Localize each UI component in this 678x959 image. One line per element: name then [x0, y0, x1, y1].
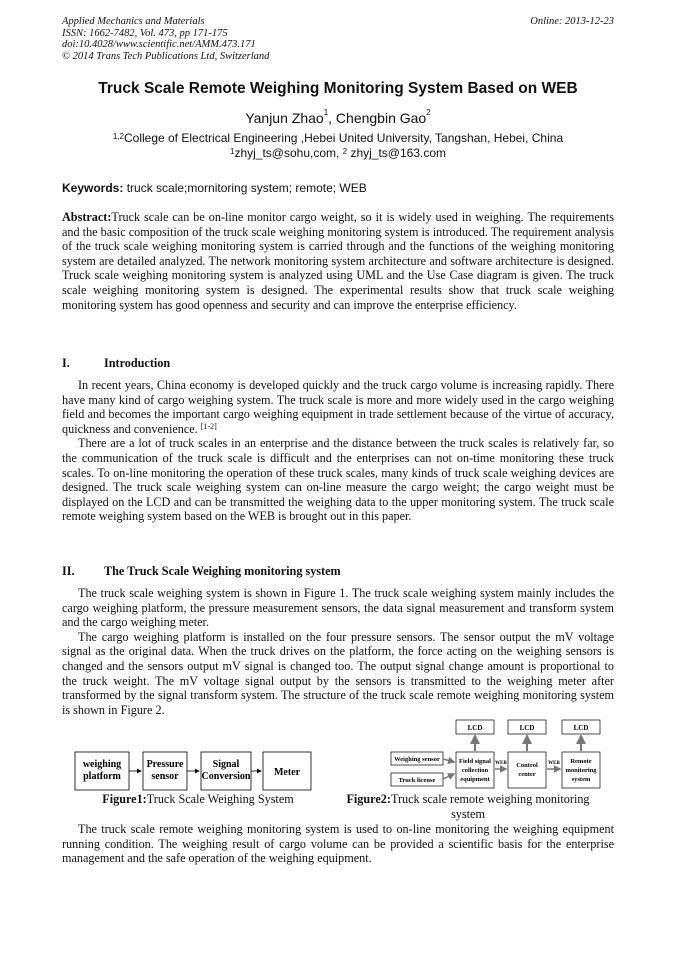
fig2-control-line-2: center: [518, 771, 536, 778]
fig1-node-3-line-2: Conversion: [201, 771, 251, 782]
fig1-node-3-line-1: Signal: [212, 759, 240, 770]
fig1-node-weighing-platform: [75, 752, 129, 790]
fig2-arrow-license: [443, 774, 454, 779]
section-2-title: The Truck Scale Weighing monitoring system: [104, 564, 341, 578]
fig2-remote-line-3: system: [571, 776, 591, 783]
section-1-number: I.: [62, 356, 70, 370]
fig2-remote-line-2: monitoring: [565, 767, 597, 774]
figure-2-caption-label: Figure2:: [346, 792, 391, 806]
section-2-paragraph-1: The truck scale weighing system is shown in Figure 1. The truck scale weighing system mainly includes the cargo weighing platform, the pressure measurement sensors, the data signal measurement and transform system and the cargo weighing meter.: [62, 586, 614, 630]
section-1-body: [62, 378, 614, 524]
fig2-web-label-2: WEB: [548, 761, 560, 766]
journal-name: Applied Mechanics and Materials: [62, 16, 205, 27]
fig2-web-label-1: WEB: [495, 761, 507, 766]
fig1-node-2-line-1: Pressure: [146, 759, 184, 770]
section-1-paragraph-2: There are a lot of truck scales in an enterprise and the distance between the truck scales is relatively far, so the communication of the truck scale is difficult and the enterprises can not on-time monitoring these truck scales. To on-line monitoring the operation of these truck scales, many kinds of truck scale weighing devices are designed. The truck scale weighing system can on-line measure the cargo weight; the cargo weight must be displayed on the LCD and can be transmitted the weighing data to the upper monitoring system. The truck scale remote weighing system based on the WEB is brought out in this paper.: [62, 436, 614, 524]
figure-1-caption-text: Truck Scale Weighing System: [146, 792, 294, 806]
author-2-sup: 2: [426, 108, 431, 117]
authors: [62, 110, 614, 126]
fig2-weighing-sensor-label: Weighing sensor: [394, 756, 440, 763]
online-date: Online: 2013-12-23: [530, 16, 614, 27]
email-1-sup: 1: [229, 147, 235, 156]
section-2-paragraph-3: The truck scale remote weighing monitoring system is used to on-line monitoring the weighing equipment running condition. The weighing result of cargo volume can be provided a scientific basis for the enterprise management and the safe operation of the weighing equipment.: [62, 822, 614, 866]
figure-2-caption: [318, 792, 618, 821]
journal-header: [62, 16, 269, 62]
section-2-body: [62, 586, 614, 717]
abstract: [62, 210, 614, 312]
affiliation: [62, 131, 614, 146]
fig2-field-line-2: collection: [461, 767, 489, 774]
fig2-lcd-1-label: LCD: [467, 724, 483, 732]
section-1-p1-text: In recent years, China economy is developed quickly and the truck cargo volume is increasing rapidly. There have many kind of cargo weighing system. The truck scale is more and more widely used in the cargo weighing field and becomes the important cargo weighing equipment in trade settlement because of the virtue of accuracy, quickness and convenience.: [62, 378, 614, 436]
email-1: zhyj_ts@sohu,com,: [234, 146, 343, 160]
figure-1-diagram: [74, 749, 314, 793]
section-1-title: Introduction: [104, 356, 171, 370]
figure-1-caption-label: Figure1:: [102, 792, 147, 806]
keywords-label: Keywords:: [62, 181, 124, 195]
fig1-node-meter: [263, 752, 311, 790]
fig1-node-signal-conversion: [201, 752, 251, 790]
fig2-field-line-1: Field signal: [459, 758, 491, 765]
figure-2-diagram: [390, 719, 610, 793]
citation: [1-2]: [200, 421, 217, 431]
section-2-heading: [62, 564, 341, 579]
fig2-arrow-sensor: [443, 759, 454, 762]
section-2-number: II.: [62, 564, 75, 578]
author-sep: ,: [328, 110, 336, 126]
fig2-lcd-2-label: LCD: [519, 724, 535, 732]
author-1-sup: 1: [323, 108, 329, 117]
figure-1-caption: [78, 792, 318, 807]
keywords-text: truck scale;mornitoring system; remote; WEB: [123, 181, 367, 195]
doi: doi:10.4028/www.scientific.net/AMM.473.171: [62, 39, 256, 50]
fig2-lcd-3-label: LCD: [573, 724, 589, 732]
fig2-control-line-1: Control: [516, 762, 538, 769]
paper-title: Truck Scale Remote Weighing Monitoring System Based on WEB: [98, 80, 578, 97]
emails: [62, 146, 614, 161]
section-1-heading: [62, 356, 170, 371]
fig1-node-2-line-2: sensor: [151, 771, 179, 782]
fig1-node-1-line-2: platform: [83, 771, 121, 782]
email-2: zhyj_ts@163.com: [347, 146, 447, 160]
keywords: [62, 181, 367, 195]
section-1-paragraph-1: [62, 378, 614, 436]
author-2: Chengbin Gao: [335, 110, 427, 126]
affiliation-block: [62, 131, 614, 161]
affiliation-text: College of Electrical Engineering ,Hebei United University, Tangshan, Hebei, China: [123, 131, 564, 145]
email-2-sup: 2: [342, 147, 348, 156]
figure-2-caption-text: Truck scale remote weighing monitoring: [390, 792, 590, 806]
copyright: © 2014 Trans Tech Publications Ltd, Switzerland: [62, 50, 270, 62]
fig1-node-pressure-sensor: [143, 752, 187, 790]
section-2-body-continued: [62, 822, 614, 866]
fig1-node-1-line-1: weighing: [82, 759, 122, 770]
abstract-label: Abstract:: [62, 210, 112, 224]
fig2-truck-license-label: Truck license: [398, 777, 436, 784]
fig1-node-4-line-1: Meter: [273, 767, 301, 778]
issn: ISSN: 1662-7482, Vol. 473, pp 171-175: [62, 27, 228, 39]
section-2-paragraph-2: The cargo weighing platform is installed on the four pressure sensors. The sensor output the mV voltage signal as the original data. When the truck drives on the platform, the force acting on the weighing sensors is changed and the sensors output mV signal is changed too. The output signal change amount is proportional to the truck weight. The mV voltage signal output by the sensors is transmitted to the weighing meter after transformed by the signal transform system. The structure of the truck scale remote weighing monitoring system is shown in Figure 2.: [62, 629, 614, 717]
abstract-text: Truck scale can be on-line monitor cargo weight, so it is widely used in weighing. The requirements and the basic composition of the truck scale weighing monitoring system is introduced. The requirement analysis of the truck scale weighing monitoring system is carried through and the functions of the weighing monitoring system are detailed analyzed. The network monitoring system architecture and software architecture is designed. Truck scale weighing monitoring system is analyzed using UML and the Use Case diagram is given. The truck scale weighing monitoring system is designed. The experimental results show that truck scale weighing monitoring system has good openness and security and can improve the enterprise efficiency.: [62, 210, 614, 312]
fig2-field-line-3: equipment: [460, 776, 490, 783]
fig2-control-center: [508, 752, 546, 788]
fig2-remote-line-1: Remote: [570, 758, 592, 765]
affiliation-sup: 1,2: [112, 132, 124, 141]
figure-2-caption-text-2: system: [451, 806, 485, 821]
author-1: Yanjun Zhao: [245, 110, 324, 126]
